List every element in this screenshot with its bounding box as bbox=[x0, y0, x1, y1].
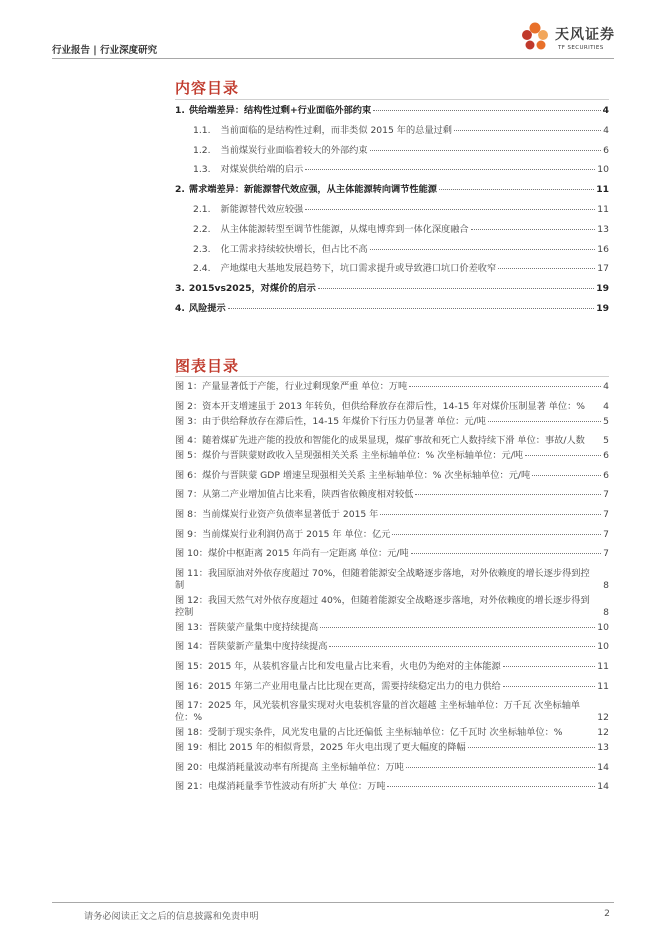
toc-entry-title: 风险提示 bbox=[188, 302, 226, 314]
toc-subsection-link[interactable] bbox=[175, 204, 609, 224]
toc-list bbox=[175, 105, 609, 323]
dot-leader bbox=[532, 475, 601, 476]
toc-page-number: 13 bbox=[597, 223, 609, 235]
figure-caption: 图 6：煤价与晋陕蒙 GDP 增速呈现强相关关系 主坐标轴单位：% 次坐标轴单位：元/吨 bbox=[175, 469, 531, 481]
toc-section-link[interactable] bbox=[175, 105, 609, 125]
toc-entry-text bbox=[193, 204, 303, 216]
dot-leader bbox=[228, 308, 595, 309]
figure-caption: 图 13：晋陕蒙产量集中度持续提高 bbox=[175, 621, 319, 633]
figure-page-number: 10 bbox=[597, 641, 609, 653]
figure-list-item[interactable] bbox=[175, 401, 609, 413]
figure-caption: 图 4：随着煤矿先进产能的投放和智能化的成果显现，煤矿事故和死亡人数持续下滑 单位：事故/人数 bbox=[175, 435, 585, 447]
page-number: 2 bbox=[604, 908, 610, 919]
figure-list-item[interactable] bbox=[175, 450, 609, 462]
toc-page-number: 19 bbox=[596, 302, 609, 314]
figure-page-number: 12 bbox=[597, 727, 609, 739]
logo-flower-icon bbox=[516, 18, 554, 58]
toc-entry-title: 产地煤电大基地发展趋势下，坑口需求提升或导致港口坑口价差收窄 bbox=[220, 263, 497, 275]
toc-page-number: 6 bbox=[603, 144, 609, 156]
toc-entry-number: 1.2. bbox=[193, 144, 211, 156]
toc-entry-number: 2.1. bbox=[193, 203, 211, 215]
toc-entry-title: 当前面临的是结构性过剩，而非类似 2015 年的总量过剩 bbox=[220, 124, 452, 136]
toc-subsection-link[interactable] bbox=[175, 263, 609, 283]
dot-leader bbox=[305, 209, 595, 210]
toc-entry-title: 需求端差异：新能源替代效应强，从主体能源转向调节性能源 bbox=[188, 184, 437, 196]
figure-list-item[interactable] bbox=[175, 727, 609, 739]
dot-leader bbox=[406, 767, 595, 768]
toc-subsection-link[interactable] bbox=[175, 224, 609, 244]
figure-caption: 图 21：电煤消耗量季节性波动有所扩大 单位：万吨 bbox=[175, 781, 386, 793]
toc-subsection-link[interactable] bbox=[175, 164, 609, 184]
figure-page-number: 7 bbox=[603, 489, 609, 501]
toc-subsection-link[interactable] bbox=[175, 244, 609, 264]
dot-leader bbox=[387, 786, 595, 787]
figure-page-number: 7 bbox=[603, 528, 609, 540]
figure-list-item[interactable] bbox=[175, 381, 609, 393]
toc-section-link[interactable] bbox=[175, 184, 609, 204]
toc-page-number: 10 bbox=[597, 164, 609, 176]
figure-caption: 图 8：当前煤炭行业资产负债率显著低于 2015 年 bbox=[175, 508, 379, 520]
figure-page-number: 5 bbox=[603, 435, 609, 447]
toc-page-number: 17 bbox=[597, 263, 609, 275]
header-rule bbox=[52, 58, 614, 59]
dot-leader bbox=[392, 534, 601, 535]
toc-entry-number: 2.3. bbox=[193, 243, 211, 255]
footer-disclaimer: 请务必阅读正文之后的信息披露和免责申明 bbox=[84, 911, 259, 922]
company-logo bbox=[516, 18, 616, 60]
dot-leader bbox=[498, 268, 595, 269]
dot-leader bbox=[525, 455, 601, 456]
toc-entry-number: 3. bbox=[175, 283, 185, 295]
figure-caption: 图 1：产量显著低于产能，行业过剩现象严重 单位：万吨 bbox=[175, 381, 408, 392]
toc-entry-title: 化工需求持续较快增长，但占比不高 bbox=[220, 243, 368, 255]
toc-entry-text bbox=[175, 105, 371, 117]
toc-entry-title: 新能源替代效应较强 bbox=[220, 203, 304, 215]
figure-caption: 图 19：相比 2015 年的相似背景，2025 年火电出现了更大幅度的降幅 bbox=[175, 742, 466, 754]
figure-list-item[interactable] bbox=[175, 470, 609, 482]
dot-leader bbox=[439, 189, 594, 190]
figure-caption: 图 12：我国天然气对外依存度超过 40%，但随着能源安全战略逐步落地，对外依赖度的增长逐步得到控制 bbox=[175, 594, 590, 618]
toc-section-link[interactable] bbox=[175, 283, 609, 303]
figure-page-number: 4 bbox=[603, 381, 609, 392]
figure-caption: 图 16：2015 年第二产业用电量占比比现在更高，需要持续稳定出力的电力供给 bbox=[175, 680, 501, 692]
toc-entry-title: 供给端差异：结构性过剩+行业面临外部约束 bbox=[188, 105, 372, 116]
toc-entry-text bbox=[193, 244, 368, 256]
figure-list-item[interactable] bbox=[175, 641, 609, 653]
figure-list-item[interactable] bbox=[175, 489, 609, 501]
dot-leader bbox=[370, 249, 596, 250]
figure-caption: 图 18：受制于现实条件，风光发电量的占比还偏低 主坐标轴单位：亿千瓦时 次坐标轴单位：% bbox=[175, 727, 563, 739]
toc-entry-title: 对煤炭供给端的启示 bbox=[220, 164, 304, 176]
figures-list bbox=[175, 381, 609, 801]
figure-page-number: 10 bbox=[597, 621, 609, 633]
figure-page-number: 6 bbox=[603, 469, 609, 481]
figure-page-number: 13 bbox=[597, 742, 609, 754]
toc-section-link[interactable] bbox=[175, 303, 609, 323]
dot-leader bbox=[488, 421, 601, 422]
figure-list-item[interactable] bbox=[175, 700, 609, 724]
toc-page-number: 16 bbox=[597, 243, 609, 255]
toc-entry-text bbox=[175, 303, 226, 315]
dot-leader bbox=[471, 229, 596, 230]
toc-entry-number: 2.4. bbox=[193, 263, 211, 275]
dot-leader bbox=[454, 130, 601, 131]
toc-page-number: 11 bbox=[596, 184, 609, 196]
figure-list-item[interactable] bbox=[175, 622, 609, 634]
report-type-label: 行业报告 | 行业深度研究 bbox=[52, 45, 158, 56]
dot-leader bbox=[318, 288, 594, 289]
figure-caption: 图 14：晋陕蒙新产量集中度持续提高 bbox=[175, 641, 328, 653]
figure-list-item[interactable] bbox=[175, 762, 609, 774]
dot-leader bbox=[409, 386, 601, 387]
toc-entry-number: 2. bbox=[175, 184, 185, 196]
figure-page-number: 8 bbox=[603, 606, 609, 618]
figure-list-item[interactable] bbox=[175, 595, 609, 619]
dot-leader bbox=[415, 494, 601, 495]
dot-leader bbox=[305, 169, 595, 170]
figure-caption: 图 10：煤价中枢距离 2015 年尚有一定距离 单位：元/吨 bbox=[175, 548, 409, 560]
figure-list-item[interactable] bbox=[175, 742, 609, 754]
dot-leader bbox=[468, 747, 596, 748]
figure-page-number: 11 bbox=[597, 680, 609, 692]
dot-leader bbox=[373, 110, 600, 111]
figure-list-item[interactable] bbox=[175, 529, 609, 541]
figure-caption: 图 5：煤价与晋陕蒙财政收入呈现强相关关系 主坐标轴单位：% 次坐标轴单位：元/吨 bbox=[175, 450, 523, 462]
toc-heading: 内容目录 bbox=[175, 79, 240, 97]
toc-entry-number: 1.3. bbox=[193, 164, 211, 176]
toc-entry-number: 4. bbox=[175, 302, 185, 314]
figure-list-item[interactable] bbox=[175, 435, 609, 447]
figure-page-number: 5 bbox=[603, 415, 609, 427]
toc-page-number: 11 bbox=[597, 203, 609, 215]
dot-leader bbox=[503, 666, 596, 667]
figure-page-number: 7 bbox=[603, 548, 609, 560]
toc-entry-text bbox=[193, 125, 452, 137]
figure-list-item[interactable] bbox=[175, 416, 609, 428]
figure-page-number: 12 bbox=[597, 712, 609, 724]
toc-entry-text bbox=[193, 263, 496, 275]
dot-leader bbox=[320, 627, 595, 628]
figure-list-item[interactable] bbox=[175, 509, 609, 521]
figure-caption: 图 15：2015 年，从装机容量占比和发电量占比来看，火电仍为绝对的主体能源 bbox=[175, 660, 501, 672]
toc-entry-number: 1.1. bbox=[193, 124, 211, 136]
dot-leader bbox=[380, 514, 601, 515]
toc-entry-title: 2015vs2025，对煤价的启示 bbox=[188, 283, 316, 295]
figure-caption: 图 3：由于供给释放存在滞后性，14-15 年煤价下行压力仍显著 单位：元/吨 bbox=[175, 415, 486, 427]
toc-entry-text bbox=[193, 224, 469, 236]
toc-underline bbox=[175, 99, 609, 100]
figure-caption: 图 9：当前煤炭行业利润仍高于 2015 年 单位：亿元 bbox=[175, 528, 391, 540]
toc-entry-number: 2.2. bbox=[193, 223, 211, 235]
figure-list-item[interactable] bbox=[175, 661, 609, 673]
toc-entry-number: 1. bbox=[175, 105, 185, 116]
dot-leader bbox=[411, 553, 602, 554]
figure-page-number: 11 bbox=[597, 660, 609, 672]
dot-leader bbox=[370, 150, 602, 151]
toc-subsection-link[interactable] bbox=[175, 145, 609, 165]
figure-list-item[interactable] bbox=[175, 548, 609, 560]
toc-entry-text bbox=[175, 184, 437, 196]
figure-page-number: 14 bbox=[597, 761, 609, 773]
toc-entry-text bbox=[193, 145, 368, 157]
dot-leader bbox=[503, 686, 596, 687]
logo-text: 天风证券 bbox=[555, 27, 615, 43]
toc-subsection-link[interactable] bbox=[175, 125, 609, 145]
toc-entry-title: 从主体能源转型至调节性能源，从煤电博弈到一体化深度融合 bbox=[220, 223, 469, 235]
figure-caption: 图 11：我国原油对外依存度超过 70%，但随着能源安全战略逐步落地，对外依赖度的增长逐步得到控制 bbox=[175, 567, 590, 591]
figures-underline bbox=[175, 376, 609, 377]
logo-english-text: TF SECURITIES bbox=[558, 45, 604, 51]
figure-caption: 图 2：资本开支增速虽于 2013 年转负，但供给释放存在滞后性，14-15 年对煤价压制显著 单位：% bbox=[175, 400, 586, 412]
figure-page-number: 4 bbox=[603, 400, 609, 412]
figure-caption: 图 17：2025 年，风光装机容量实现对火电装机容量的首次超越 主坐标轴单位：万千瓦 次坐标轴单位：% bbox=[175, 700, 581, 724]
figure-caption: 图 7：从第二产业增加值占比来看，陕西省依赖度相对较低 bbox=[175, 489, 414, 501]
figures-heading: 图表目录 bbox=[175, 357, 240, 375]
figure-page-number: 14 bbox=[597, 781, 609, 793]
figure-caption: 图 20：电煤消耗量波动率有所提高 主坐标轴单位：万吨 bbox=[175, 761, 404, 773]
toc-entry-text bbox=[193, 164, 303, 176]
figure-list-item[interactable] bbox=[175, 568, 609, 592]
figure-page-number: 7 bbox=[603, 508, 609, 520]
footer-rule bbox=[52, 902, 614, 903]
toc-page-number: 19 bbox=[596, 283, 609, 295]
toc-entry-text bbox=[175, 283, 316, 295]
figure-list-item[interactable] bbox=[175, 681, 609, 693]
figure-page-number: 8 bbox=[603, 579, 609, 591]
toc-page-number: 4 bbox=[603, 124, 609, 136]
figure-list-item[interactable] bbox=[175, 781, 609, 793]
dot-leader bbox=[329, 646, 595, 647]
toc-page-number: 4 bbox=[602, 105, 609, 116]
figure-page-number: 6 bbox=[603, 450, 609, 462]
toc-entry-title: 当前煤炭行业面临着较大的外部约束 bbox=[220, 144, 368, 156]
